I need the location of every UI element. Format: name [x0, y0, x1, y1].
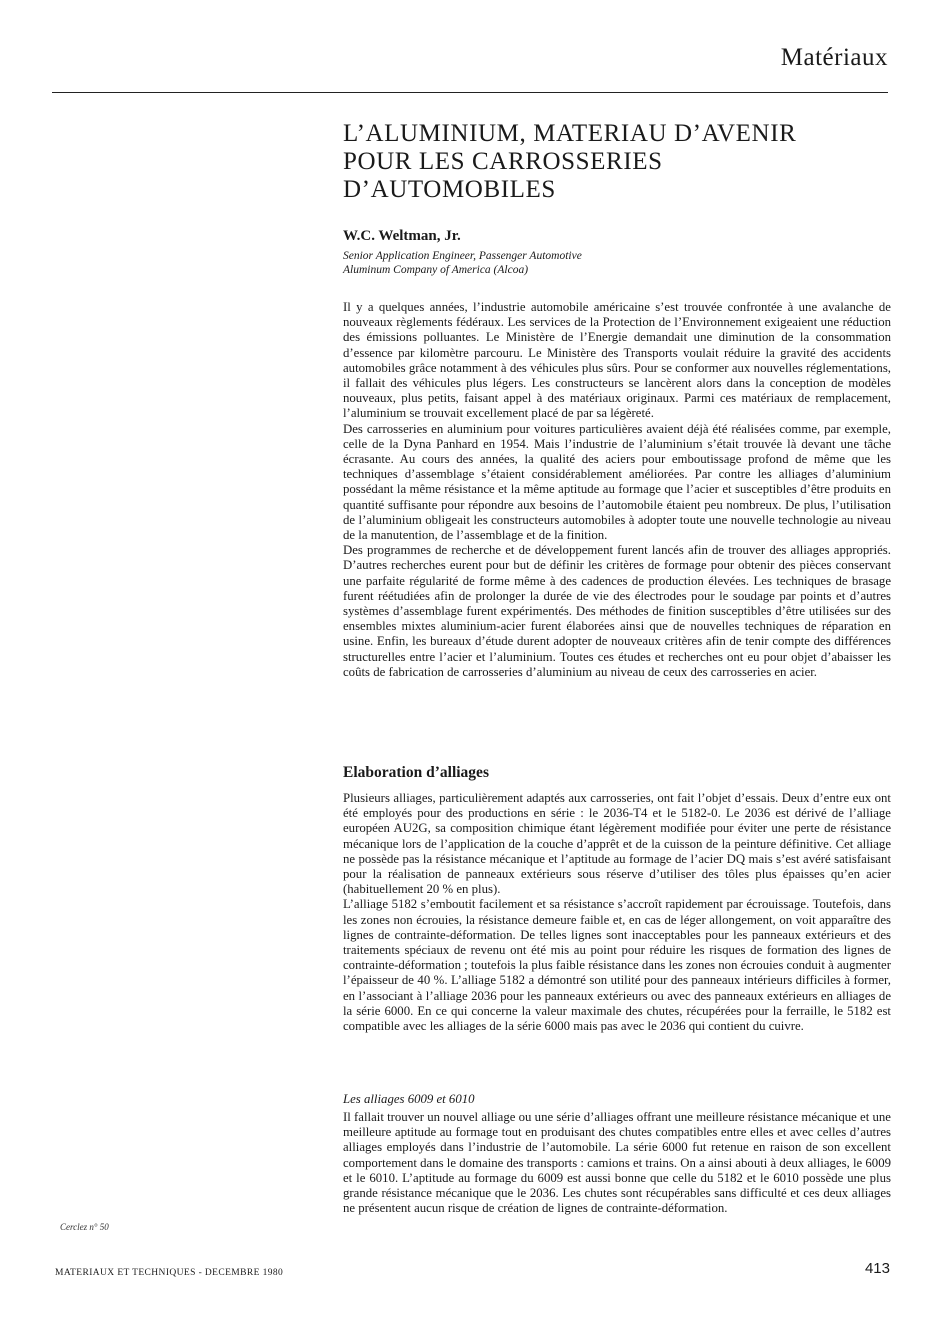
page-number: 413 — [864, 1260, 890, 1277]
section-text — [343, 791, 891, 1034]
affiliation-line: Senior Application Engineer, Passenger Automotive — [343, 250, 582, 262]
paragraph: Des carrosseries en aluminium pour voitures particulières avaient déjà été réalisées comme, par exemple, celle de la Dyna Panhard en 1954. Mais l’industrie de l’aluminium s’était trouvée là devant une tâche écrasante. Au cours des années, la qualité des aciers pour emboutissage profond de même que les techniques d’assemblage s’étaient considérablement améliorées. Par contre les alliages d’aluminium possédant la même résistance et la même aptitude au formage que l’acier et susceptibles d’être produits en quantité suffisante pour répondre aux besoins de l’automobile étaient peu nombreux. De plus, l’utilisation de l’aluminium obligeait les constructeurs automobiles à adopter toute une nouvelle technologie au niveau de la manutention, de l’assemblage et de la finition. — [343, 421, 891, 543]
section-label: Matériaux — [780, 44, 888, 71]
section-heading: Elaboration d’alliages — [343, 764, 489, 781]
author-affiliation — [343, 249, 891, 277]
title-line: D’AUTOMOBILES — [343, 176, 556, 203]
journal-footer: MATERIAUX ET TECHNIQUES - DECEMBRE 1980 — [55, 1268, 284, 1278]
subsection-text — [343, 1110, 891, 1216]
paragraph: Des programmes de recherche et de développement furent lancés afin de trouver des alliages appropriés. D’autres recherches eurent pour but de définir les critères de formage pour obtenir des pièces conservant une parfaite régularité de forme même à des cadences de production élevées. Les techniques de brasage furent réétudiées afin de prolonger la durée de vie des électrodes pour le soudage par points et d’autres systèmes d’assemblage furent expérimentés. Des méthodes de finition susceptibles d’être utilisées sur des ensembles mixtes aluminium-acier furent élaborées ainsi que de nouvelles techniques de réparation en usine. Enfin, les bureaux d’étude durent adopter de nouveaux critères afin de tenir compte des différences structurelles entre l’acier et l’aluminium. Toutes ces études et recherches ont eu pour objet d’abaisser les coûts de fabrication de carrosseries d’aluminium au niveau de ceux des carrosseries en acier. — [343, 543, 891, 679]
reader-service-note: Cerclez n° 50 — [60, 1222, 109, 1232]
paragraph: Plusieurs alliages, particulièrement adaptés aux carrosseries, ont fait l’objet d’essais. Deux d’entre eux ont été employés pour des productions en série : le 2036-T4 et le 5182-0. Le 2036 est dérivé de l’alliage européen AU2G, sa composition chimique étant légèrement modifiée pour éviter une perte de résistance mécanique lors de l’application de la couche d’apprêt et de la cuisson de la peinture définitive. Cet alliage ne possède pas la résistance mécanique et l’aptitude au formage de l’acier DQ mais s’est avéré satisfaisant pour la réalisation de panneaux extérieurs sous réserve d’utiliser des tôles plus épaisses qu’en acier (habituellement 20 % en plus). — [343, 791, 891, 897]
paragraph: Il y a quelques années, l’industrie automobile américaine s’est trouvée confrontée à une avalanche de nouveaux règlements fédéraux. Les services de la Protection de l’Environnement exigeaient une réduction des émissions polluantes. Le Ministère de l’Energie demandait une diminution de la consommation d’essence par kilomètre parcouru. Le Ministère des Transports voulait réduire la gravité des accidents automobiles grâce notamment à des véhicules plus sûrs. Pour se conformer aux nouvelles réglementations, il fallait des véhicules plus légers. Les constructeurs se lancèrent alors dans la conception de modèles nouveaux, plus petits, faisant appel à des matériaux originaux. Parmi ces matériaux de remplacement, l’aluminium se trouvait excellement placé de par sa légèreté. — [343, 300, 891, 421]
affiliation-line: Aluminum Company of America (Alcoa) — [343, 264, 529, 276]
paragraph: L’alliage 5182 s’emboutit facilement et sa résistance s’accroît rapidement par écrouissage. Toutefois, dans les zones non écrouies, la résistance demeure faible et, en cas de léger allongement, on voit apparaître des lignes de contrainte-déformation. De telles lignes sont inacceptables pour les panneaux extérieurs et des traitements spéciaux de revenu ont été mis au point pour réduire les risques de formation des lignes de contrainte-déformation ; toutefois la plus faible résistance dans les zones non écrouies conduit à augmenter l’épaisseur de 40 %. L’alliage 5182 a démontré son utilité pour des panneaux intérieurs difficiles à former, en l’associant à l’alliage 2036 pour les panneaux extérieurs ou avec des panneaux extérieurs en alliages de la série 6000. En ce qui concerne la valeur maximale des chutes, récupérées pour la ferraille, le 5182 est compatible avec les alliages de la série 6000 mais pas avec le 2036 qui contient du cuivre. — [343, 897, 891, 1034]
title-line: L’ALUMINIUM, MATERIAU D’AVENIR — [343, 120, 797, 147]
author-name: W.C. Weltman, Jr. — [343, 228, 461, 244]
article-title — [343, 120, 891, 204]
intro-text — [343, 300, 891, 680]
title-line: POUR LES CARROSSERIES — [343, 148, 663, 175]
paragraph: Il fallait trouver un nouvel alliage ou une série d’alliages offrant une meilleure résistance mécanique et une meilleure aptitude au formage tout en produisant des chutes compatibles entre elles et avec celles d’autres alliages employés dans l’industrie de l’automobile. La série 6000 fut retenue en raison de son excellent comportement dans le domaine des transports : camions et trains. On a ainsi abouti à deux alliages, le 6009 et le 6010. L’aptitude au formage du 6009 est aussi bonne que celle du 5182 et le 6010 possède une plus grande résistance mécanique que le 2036. Les chutes sont récupérables sans difficulté et ces deux alliages ne présentent aucun risque de création de lignes de contrainte-déformation. — [343, 1110, 891, 1216]
subsection-heading: Les alliages 6009 et 6010 — [343, 1092, 475, 1106]
header-rule — [52, 92, 888, 93]
